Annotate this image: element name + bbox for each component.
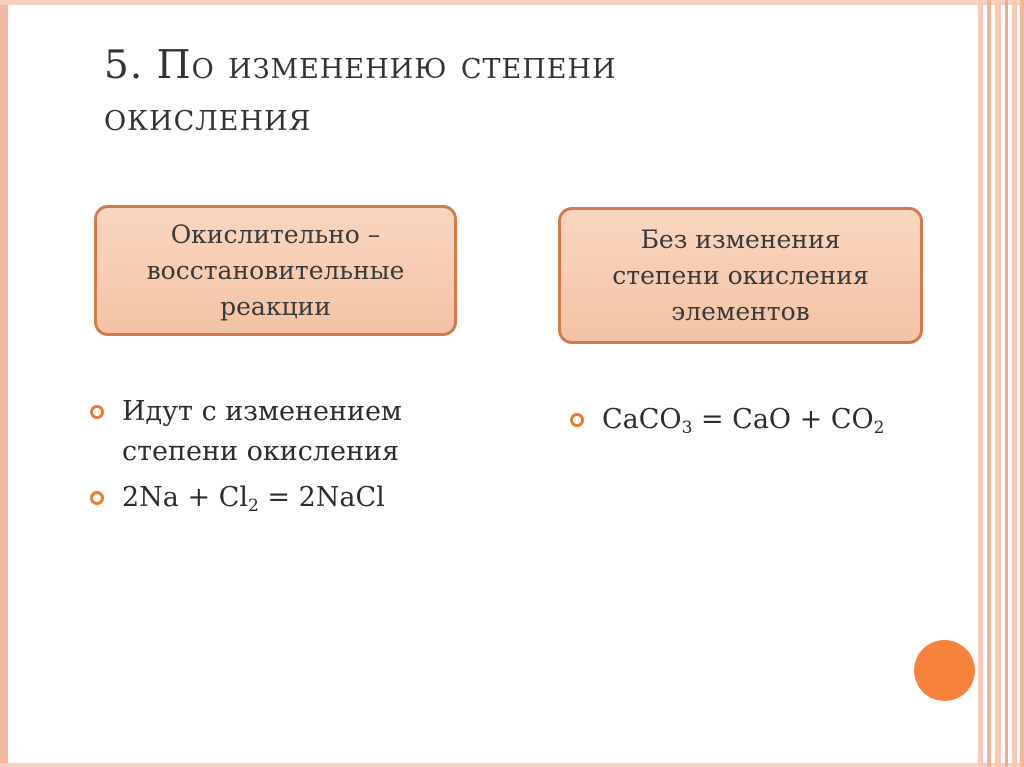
redox-box-line2: восстановительные bbox=[146, 255, 405, 285]
slide-title-line2: окисления bbox=[104, 95, 312, 140]
redox-reactions-box bbox=[94, 205, 457, 336]
bullet-ring-icon bbox=[570, 413, 584, 427]
list-item bbox=[570, 400, 990, 440]
no-change-box-line2: степени окисления bbox=[612, 260, 869, 290]
bullet-ring-icon bbox=[90, 491, 104, 505]
no-change-bullet-list bbox=[570, 400, 990, 440]
right-stripes-decoration bbox=[978, 0, 1024, 767]
frame-bottom-border bbox=[0, 763, 1024, 767]
list-item bbox=[90, 392, 490, 472]
bullet-ring-icon bbox=[90, 405, 104, 419]
frame-left-border bbox=[0, 0, 8, 767]
equation-caco3: CaCO$_3$ = CaO + $CO_2$ bbox=[602, 404, 885, 438]
no-change-box-line3: элементов bbox=[671, 296, 810, 326]
list-item bbox=[90, 478, 490, 518]
redox-box-line3: реакции bbox=[220, 291, 331, 321]
no-change-reactions-box bbox=[558, 207, 923, 344]
redox-bullet-list bbox=[90, 392, 490, 518]
slide-title bbox=[104, 40, 864, 144]
decorative-circle bbox=[914, 640, 975, 701]
redox-box-line1: Окислительно – bbox=[170, 219, 381, 249]
frame-top-border bbox=[0, 0, 1024, 5]
slide-title-line1: 5. По изменению степени bbox=[104, 43, 617, 88]
equation-nacl: $2Na + Cl_2$ = 2NaCl bbox=[122, 482, 385, 516]
bullet-text-line2: степени окисления bbox=[122, 436, 399, 467]
bullet-text-line1: Идут с изменением bbox=[122, 396, 402, 427]
no-change-box-line1: Без изменения bbox=[640, 224, 841, 254]
